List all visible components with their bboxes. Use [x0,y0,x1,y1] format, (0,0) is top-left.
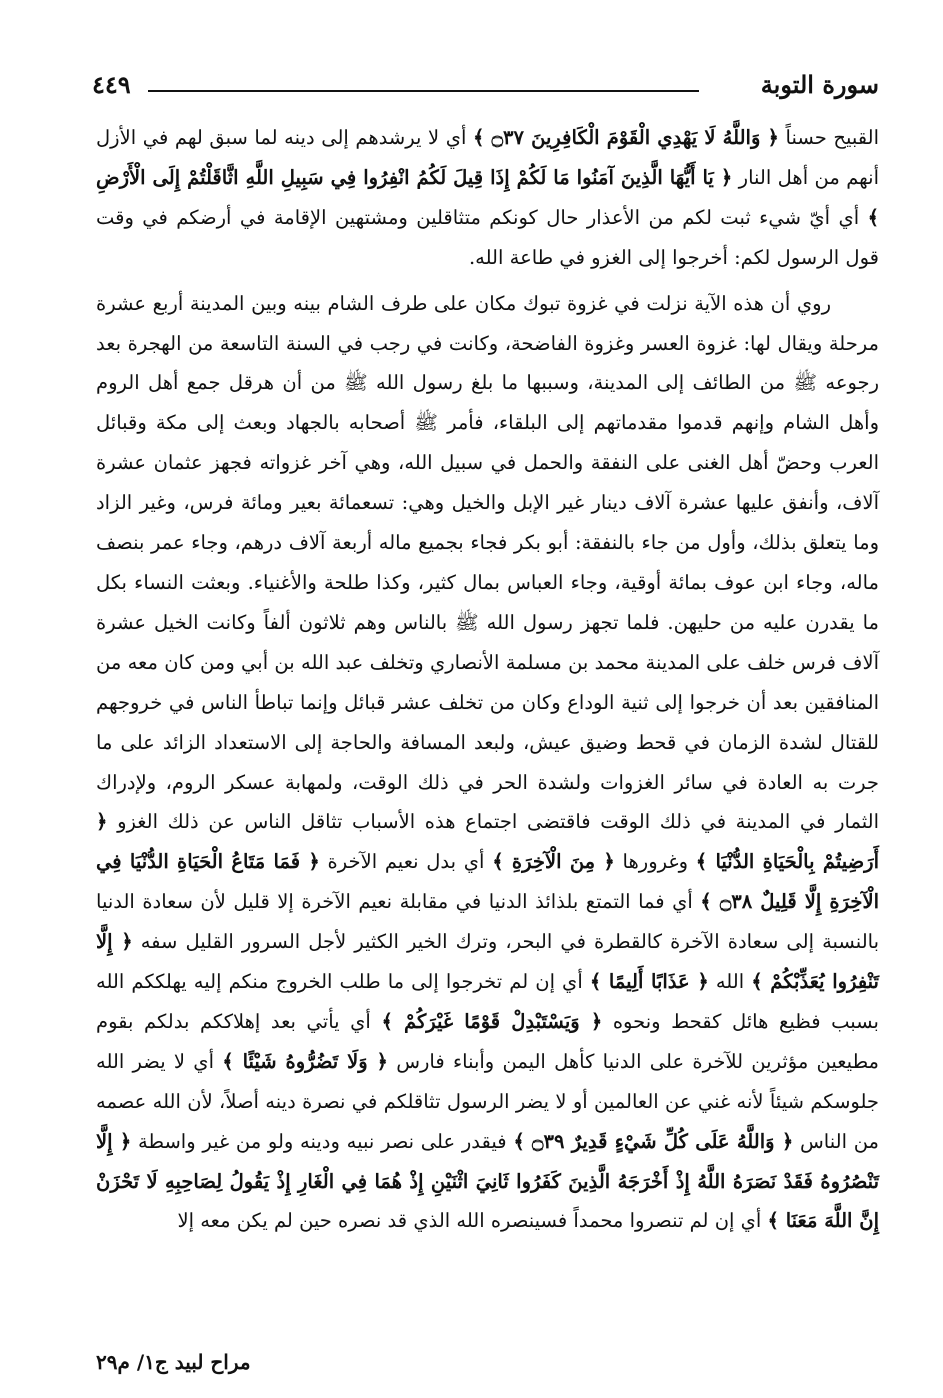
commentary-text: أي يأتي بعد إهلاككم بدلكم بقوم مطيعين مؤثرين للآخرة على الدنيا كأهل اليمن وأبناء فارس [96,1009,880,1073]
quran-verse: ﴿ وَيَسْتَبْدِلْ قَوْمًا غَيْرَكُمْ ﴾ [381,1009,603,1033]
commentary-text: أي بدل نعيم الآخرة [319,850,493,874]
commentary-text: أي إن لم تخرجوا إلى ما طلب الخروج منكم إليه يهلككم الله بسبب فظيع هائل كقحط ونحوه [96,970,879,1033]
commentary-text: روي أن هذه الآية نزلت في غزوة تبوك مكان على طرف الشام بينه وبين المدينة أربع عشرة مرحلة ويقال لها: غزوة العسر وغزوة الفاضحة، وكانت في رجب في السنة التاسعة من الهجرة بعد رجوعه ﷺ من الطائف إلى المدينة، وسببها ما بلغ رسول الله ﷺ من أن هرقل جمع أهل الروم وأهل الشام وإنهم قدموا مقدماتهم إلى البلقاء، فأمر ﷺ أصحابه بالجهاد وبعث إلى مكة وقبائل العرب وحضّ أهل الغنى على النفقة والحمل في سبيل الله، وهي آخر غزواته فجهز عثمان عشرة آلاف، وأنفق عليها عشرة آلاف دينار غير الإبل والخيل وهي: تسعمائة بعير ومائة فرس، وغير الزاد وما يتعلق بذلك، وأول من جاء بالنفقة: أبو بكر فجاء بجميع ماله أربعة آلاف درهم، وجاء عمر بنصف ماله، وجاء ابن عوف بمائة أوقية، وجاء العباس بمال كثير، وكذا طلحة والأغنياء. وبعثت النساء بكل ما يقدرن عليه من حليهن. فلما تجهز رسول الله ﷺ بالناس وهم ثلاثون ألفاً وكانت الخيل عشرة آلاف فرس خلف على المدينة محمد بن مسلمة الأنصاري وتخلف عبد الله بن أبي ومن كان معه من المنافقين بعد أن خرجوا إلى ثنية الوداع وكان من تخلف عشر قبائل وإنما تباطأ الناس في خروجهم للقتال لشدة الزمان في قحط وضيق عيش، ولبعد المسافة والحاجة إلى الاستعداد الزائد على ما جرت به العادة في سائر الغزوات ولشدة الحر في ذلك الوقت، ولمهابة عسكر الروم، ولإدراك الثمار في المدينة في ذلك الوقت فاقتضى اجتماع هذه الأسباب تثاقل الناس عن ذلك الغزو [96,291,879,834]
surah-title: سورة التوبة [760,70,879,99]
commentary-text: أي فما التمتع بلذائذ الدنيا في مقابلة نعيم الآخرة إلا قليل لأن سعادة الدنيا بالنسبة إلى سعادة الآخرة كالقطرة في البحر، وترك الخير الكثير لأجل السرور القليل سفه [96,890,879,954]
quran-verse: ﴿ أَرَضِيتُمْ بِالْحَيَاةِ الدُّنْيَا ﴾ [96,810,879,874]
paragraph-2 [96,284,879,1242]
footer-signature: مراح لبيد ج١/ م٢٩ [96,1350,251,1374]
quran-verse: ﴿ وَاللَّهُ عَلَى كُلِّ شَيْءٍ قَدِيرٌ ۝٣٩ ﴾ [513,1129,794,1153]
commentary-text: فيقدر على نصر نبيه ودينه ولو من غير واسطة [131,1129,514,1153]
commentary-text: أي أيّ شيء ثبت لكم من الأعذار حال كونكم متثاقلين ومشتهين الإقامة في أرضكم في وقت قول الرسول لكم: أخرجوا إلى الغزو في طاعة الله. [96,205,879,269]
paragraph-1 [96,118,879,278]
page-header [92,70,879,110]
quran-verse: ﴿ فَمَا مَتَاعُ الْحَيَاةِ الدُّنْيَا فِي الْآخِرَةِ إِلَّا قَلِيلٌ ۝٣٨ ﴾ [96,850,879,914]
commentary-text: القبيح حسناً [778,126,879,149]
quran-verse: ﴿ مِنَ الْآخِرَةِ ﴾ [492,850,615,874]
quran-verse: ﴿ إِلَّا تَنْصُرُوهُ فَقَدْ نَصَرَهُ اللَّهُ إِذْ أَخْرَجَهُ الَّذِينَ كَفَرُوا ثَانِيَ اثْنَيْنِ إِذْ هُمَا فِي الْغَارِ إِذْ يَقُولُ لِصَاحِبِهِ لَا تَحْزَنْ إِنَّ اللَّهَ مَعَنَا ﴾ [96,1129,879,1233]
body-text [96,118,879,1241]
commentary-text: أي إن لم تنصروا محمداً فسينصره الله الذي قد نصره حين لم يكن معه إلا [177,1209,768,1233]
quran-verse: ﴿ إِلَّا تَنْفِرُوا يُعَذِّبْكُمْ ﴾ [96,930,879,994]
header-rule [148,90,699,92]
quran-verse: ﴿ عَذَابًا أَلِيمًا ﴾ [589,970,709,994]
page-number: ٤٤٩ [92,70,131,99]
commentary-text: وغرورها [614,850,696,874]
commentary-text: أي لا يرشدهم إلى دينه لما سبق لهم في الأزل أنهم من أهل النار [96,126,880,189]
commentary-text: أي لا يضر الله جلوسكم شيئاً لأنه غني عن العالمين أو لا يضر الرسول تثاقلكم في نصرة دينه أصلاً، لأن الله عصمه من الناس [96,1049,879,1153]
quran-verse: ﴿ يَا أَيُّهَا الَّذِينَ آمَنُوا مَا لَكُمْ إِذَا قِيلَ لَكُمُ انْفِرُوا فِي سَبِيلِ اللَّهِ اثَّاقَلْتُمْ إِلَى الْأَرْضِ ﴾ [96,165,879,229]
quran-verse: ﴿ وَلَا تَضُرُّوهُ شَيْئًا ﴾ [222,1049,388,1073]
commentary-text: الله [708,970,752,994]
quran-verse: ﴿ وَاللَّهُ لَا يَهْدِي الْقَوْمَ الْكَافِرِينَ ۝٣٧ ﴾ [472,126,779,149]
